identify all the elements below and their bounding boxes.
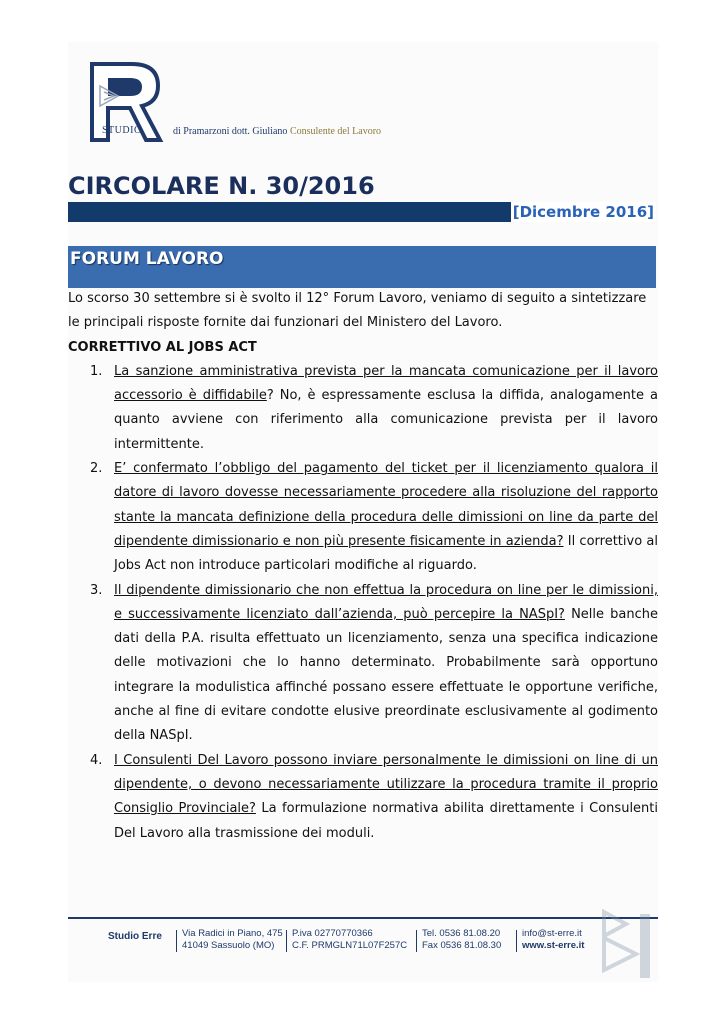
item-question: I Consulenti Del Lavoro possono inviare personalmente le dimissioni on line di un dipendente, o devono necessariamente utilizzare la procedura tramite il proprio Consiglio Provinciale? xyxy=(114,752,658,817)
item-question: La sanzione amministrativa prevista per la mancata comunicazione per il lavoro accessorio è diffidabile xyxy=(114,363,658,404)
section-title: FORUM LAVORO xyxy=(70,249,224,269)
footer-separator xyxy=(286,930,287,952)
item-number: 1. xyxy=(90,363,103,379)
item-answer: La formulazione normativa abilita direttamente i Consulenti Del Lavoro alla trasmissione dei moduli. xyxy=(114,801,658,841)
footer-email[interactable]: info@st-erre.it xyxy=(522,928,582,939)
item-answer: Il correttivo al Jobs Act non introduce particolari modifiche al riguardo. xyxy=(114,533,658,574)
logo-studio-text: STUDIO xyxy=(102,125,142,136)
footer-address-line2: 41049 Sassuolo (MO) xyxy=(182,940,275,951)
footer-separator xyxy=(416,930,417,952)
document-body xyxy=(68,287,658,846)
item-answer: Nelle banche dati della P.A. risulta effettuato un licenziamento, senza una specifica indicazione delle motivazioni che lo hanno determinato. Probabilmente sarà opportuno integrare la modulistica affinché possano essere effettuate le opportune verifiche, anche al fine di evitare condotte elusive preordinate esclusivamente al godimento della NASpI. xyxy=(114,606,658,744)
footer-tel: Tel. 0536 81.08.20 xyxy=(422,928,501,939)
letterhead xyxy=(68,42,658,142)
list-item xyxy=(68,360,658,457)
footer-address-line1: Via Radici in Piano, 475 xyxy=(182,928,283,939)
page-title: CIRCOLARE N. 30/2016 xyxy=(68,172,375,200)
footer-address xyxy=(182,928,283,952)
list-item xyxy=(68,457,658,578)
footer-brand: Studio Erre xyxy=(108,931,162,942)
item-question: Il dipendente dimissionario che non effettua la procedura on line per le dimissioni, e successivamente licenziato dall’azienda, può percepire la NASpI? xyxy=(114,582,658,622)
footer-separator xyxy=(176,930,177,952)
item-number: 4. xyxy=(90,752,103,768)
item-answer: ? No, è espressamente esclusa la diffida, analogamente a quanto avviene con riferimento alla comunicazione prevista per il lavoro intermittente. xyxy=(114,388,658,452)
qa-list xyxy=(68,360,658,846)
list-item xyxy=(68,749,658,846)
footer-divider xyxy=(68,917,658,919)
intro-paragraph: Lo scorso 30 settembre si è svolto il 12° Forum Lavoro, veniamo di seguito a sintetizzare le principali risposte fornite dai funzionari del Ministero del Lavoro. xyxy=(68,291,647,331)
item-number: 2. xyxy=(90,461,103,477)
document-date: [Dicembre 2016] xyxy=(512,203,654,221)
footer-phone xyxy=(422,928,501,952)
tagline-role: Consulente del Lavoro xyxy=(289,126,382,137)
footer-tax xyxy=(292,928,407,952)
footer xyxy=(68,928,658,954)
footer-fax: Fax 0536 81.08.30 xyxy=(422,940,502,951)
footer-piva: P.iva 02770770366 xyxy=(292,928,373,939)
tagline-name: di Pramarzoni dott. Giuliano xyxy=(173,126,288,137)
item-question: E’ confermato l’obbligo del pagamento del ticket per il licenziamento qualora il datore di lavoro dovesse necessariamente procedere alla risoluzione del rapporto stante la mancata definizione della procedura delle dimissioni on line da parte del dipendente dimissionario e non più presente fisicamente in azienda? xyxy=(114,461,658,549)
footer-contacts xyxy=(522,928,584,952)
decorative-logo-icon xyxy=(598,908,656,982)
letterhead-tagline xyxy=(173,126,381,137)
footer-cf: C.F. PRMGLN71L07F257C xyxy=(292,940,408,951)
footer-web[interactable]: www.st-erre.it xyxy=(522,940,585,951)
footer-separator xyxy=(516,930,517,952)
subheading: CORRETTIVO AL JOBS ACT xyxy=(68,339,257,355)
item-number: 3. xyxy=(90,582,103,598)
list-item xyxy=(68,579,658,749)
